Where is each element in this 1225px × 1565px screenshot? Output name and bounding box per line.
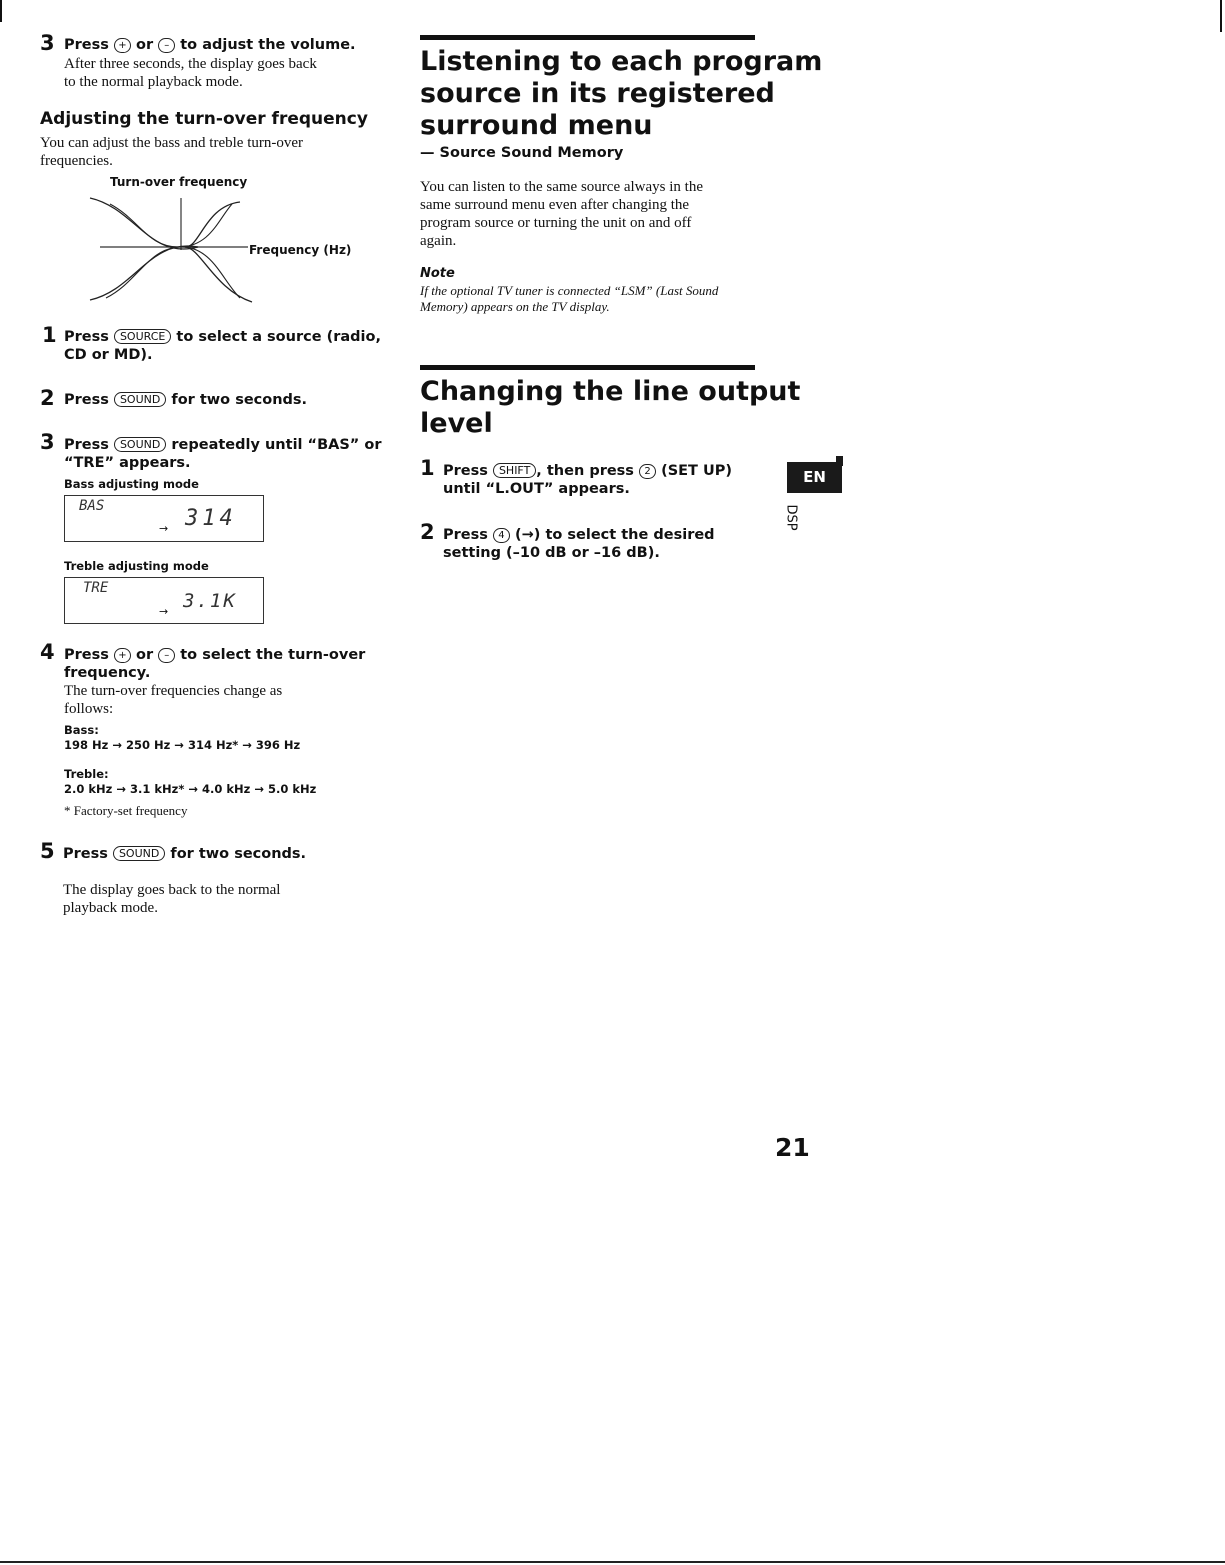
step-text: to select the turn-over [180,647,366,663]
bass-cut-curve [90,246,198,300]
step-text: Press [63,846,108,862]
step-text: frequency. [64,665,151,681]
page-number: 21 [775,1133,810,1162]
tab-corner [836,456,843,466]
treble-boost-curve [185,202,240,247]
step-title-repeat [64,436,382,472]
step-text: or [136,37,154,53]
bass-boost-curve [90,198,198,249]
step-text: (SET UP) [661,463,733,479]
step-number: 3 [40,430,55,454]
step-text: Press [64,437,109,453]
section-rule [420,35,755,40]
combined-curve-upper [110,204,232,247]
note-line: If the optional TV tuner is connected “LSM” (Last Sound [420,283,719,298]
combined-curve-lower [106,247,240,298]
section-heading-line-output [420,376,800,440]
body-line: playback mode. [63,900,158,916]
step-number: 2 [420,520,435,544]
body-line: The turn-over frequencies change as [64,683,283,699]
step-text: for two seconds. [171,392,308,408]
note-text [420,283,718,315]
step-text: for two seconds. [170,846,307,862]
dsp-label: DSP [783,504,799,531]
plus-key-icon: + [114,38,131,53]
display-mode-text: BAS [79,498,105,514]
section-rule [420,365,755,370]
step-title-sound-final [63,845,306,863]
bass-values: 198 Hz → 250 Hz → 314 Hz* → 396 Hz [64,738,301,752]
step-text: CD or MD). [64,347,153,363]
body-line: to the normal playback mode. [64,74,243,90]
step-text: or [136,647,154,663]
step-title-turnover [64,646,365,682]
scan-edge-right [1220,0,1222,32]
step-text: repeatedly until “BAS” or [171,437,382,453]
heading-line: Listening to each program [420,46,823,77]
body-line: You can adjust the bass and treble turn-over [40,135,303,151]
body-line: The display goes back to the normal [63,882,281,898]
treble-cut-curve [185,247,252,302]
body-line: You can listen to the same source always in the [420,179,704,195]
step-text: setting (–10 dB or –16 dB). [443,545,660,561]
section-subheading: — Source Sound Memory [420,145,624,161]
diagram-label-turnover: Turn-over frequency [110,175,248,189]
step-text: , then press [536,463,634,479]
page-bottom-rule [0,1561,1225,1563]
body-line: again. [420,233,457,249]
display-value-text: 314 [185,506,237,531]
step-number: 4 [40,640,55,664]
body-paragraph [40,134,303,170]
body-paragraph [63,881,280,917]
sound-key-icon: SOUND [114,437,166,452]
step-text: Press [64,647,109,663]
step-text: to adjust the volume. [180,37,356,53]
step-text: “TRE” appears. [64,455,191,471]
heading-line: Changing the line output [420,376,801,407]
step-text: (→) to select the desired [515,527,715,543]
step-title-sound [64,391,307,409]
section-heading-listening [420,46,822,142]
section-tab-dsp [783,498,813,538]
treble-display [64,577,264,624]
step-text: Press [64,329,109,345]
shift-key-icon: SHIFT [493,463,536,478]
note-line: Memory) appears on the TV display. [420,299,610,314]
plus-key-icon: + [114,648,131,663]
footnote: * Factory-set frequency [64,803,188,818]
bass-display [64,495,264,542]
step-text: to select a source (radio, [176,329,381,345]
display-value-text: 3.1K [183,590,237,612]
bass-mode-label: Bass adjusting mode [64,477,199,491]
treble-mode-label: Treble adjusting mode [64,559,209,573]
body-paragraph [64,682,282,718]
minus-key-icon: – [158,38,175,53]
bass-sequence [64,723,300,753]
step-text: Press [443,527,488,543]
body-line: follows: [64,701,114,717]
step-number: 3 [40,31,55,55]
arrow-icon: → [159,605,169,618]
body-paragraph [64,55,317,91]
step-number: 1 [42,323,57,347]
heading-line: source in its registered [420,78,775,109]
sound-key-icon: SOUND [113,846,165,861]
step-number: 1 [420,456,435,480]
step-title-volume [64,36,356,54]
body-line: frequencies. [40,153,113,169]
number-4-key-icon: 4 [493,528,510,543]
heading-line: level [420,408,493,439]
step-text: Press [64,37,109,53]
scan-edge-left [0,0,2,22]
body-line: same surround menu even after changing the [420,197,690,213]
treble-values: 2.0 kHz → 3.1 kHz* → 4.0 kHz → 5.0 kHz [64,782,317,796]
language-tab-en: EN [787,462,842,493]
body-line: program source or turning the unit on and off [420,215,692,231]
step-text: Press [443,463,488,479]
step-title-source [64,328,381,364]
minus-key-icon: – [158,648,175,663]
note-label: Note [420,266,455,281]
bass-label: Bass: [64,723,99,737]
number-2-key-icon: 2 [639,464,656,479]
step-number: 5 [40,839,55,863]
subsection-heading: Adjusting the turn-over frequency [40,109,368,129]
step-number: 2 [40,386,55,410]
step-title-shift [443,462,732,498]
diagram-label-frequency: Frequency (Hz) [249,243,352,257]
display-mode-text: TRE [83,580,109,596]
body-line: After three seconds, the display goes back [64,56,317,72]
step-text: until “L.OUT” appears. [443,481,630,497]
source-key-icon: SOURCE [114,329,171,344]
arrow-icon: → [159,522,169,535]
body-paragraph [420,178,703,250]
heading-line: surround menu [420,110,653,141]
step-title-setting [443,526,715,562]
sound-key-icon: SOUND [114,392,166,407]
step-text: Press [64,392,109,408]
treble-label: Treble: [64,767,109,781]
treble-sequence [64,767,316,797]
